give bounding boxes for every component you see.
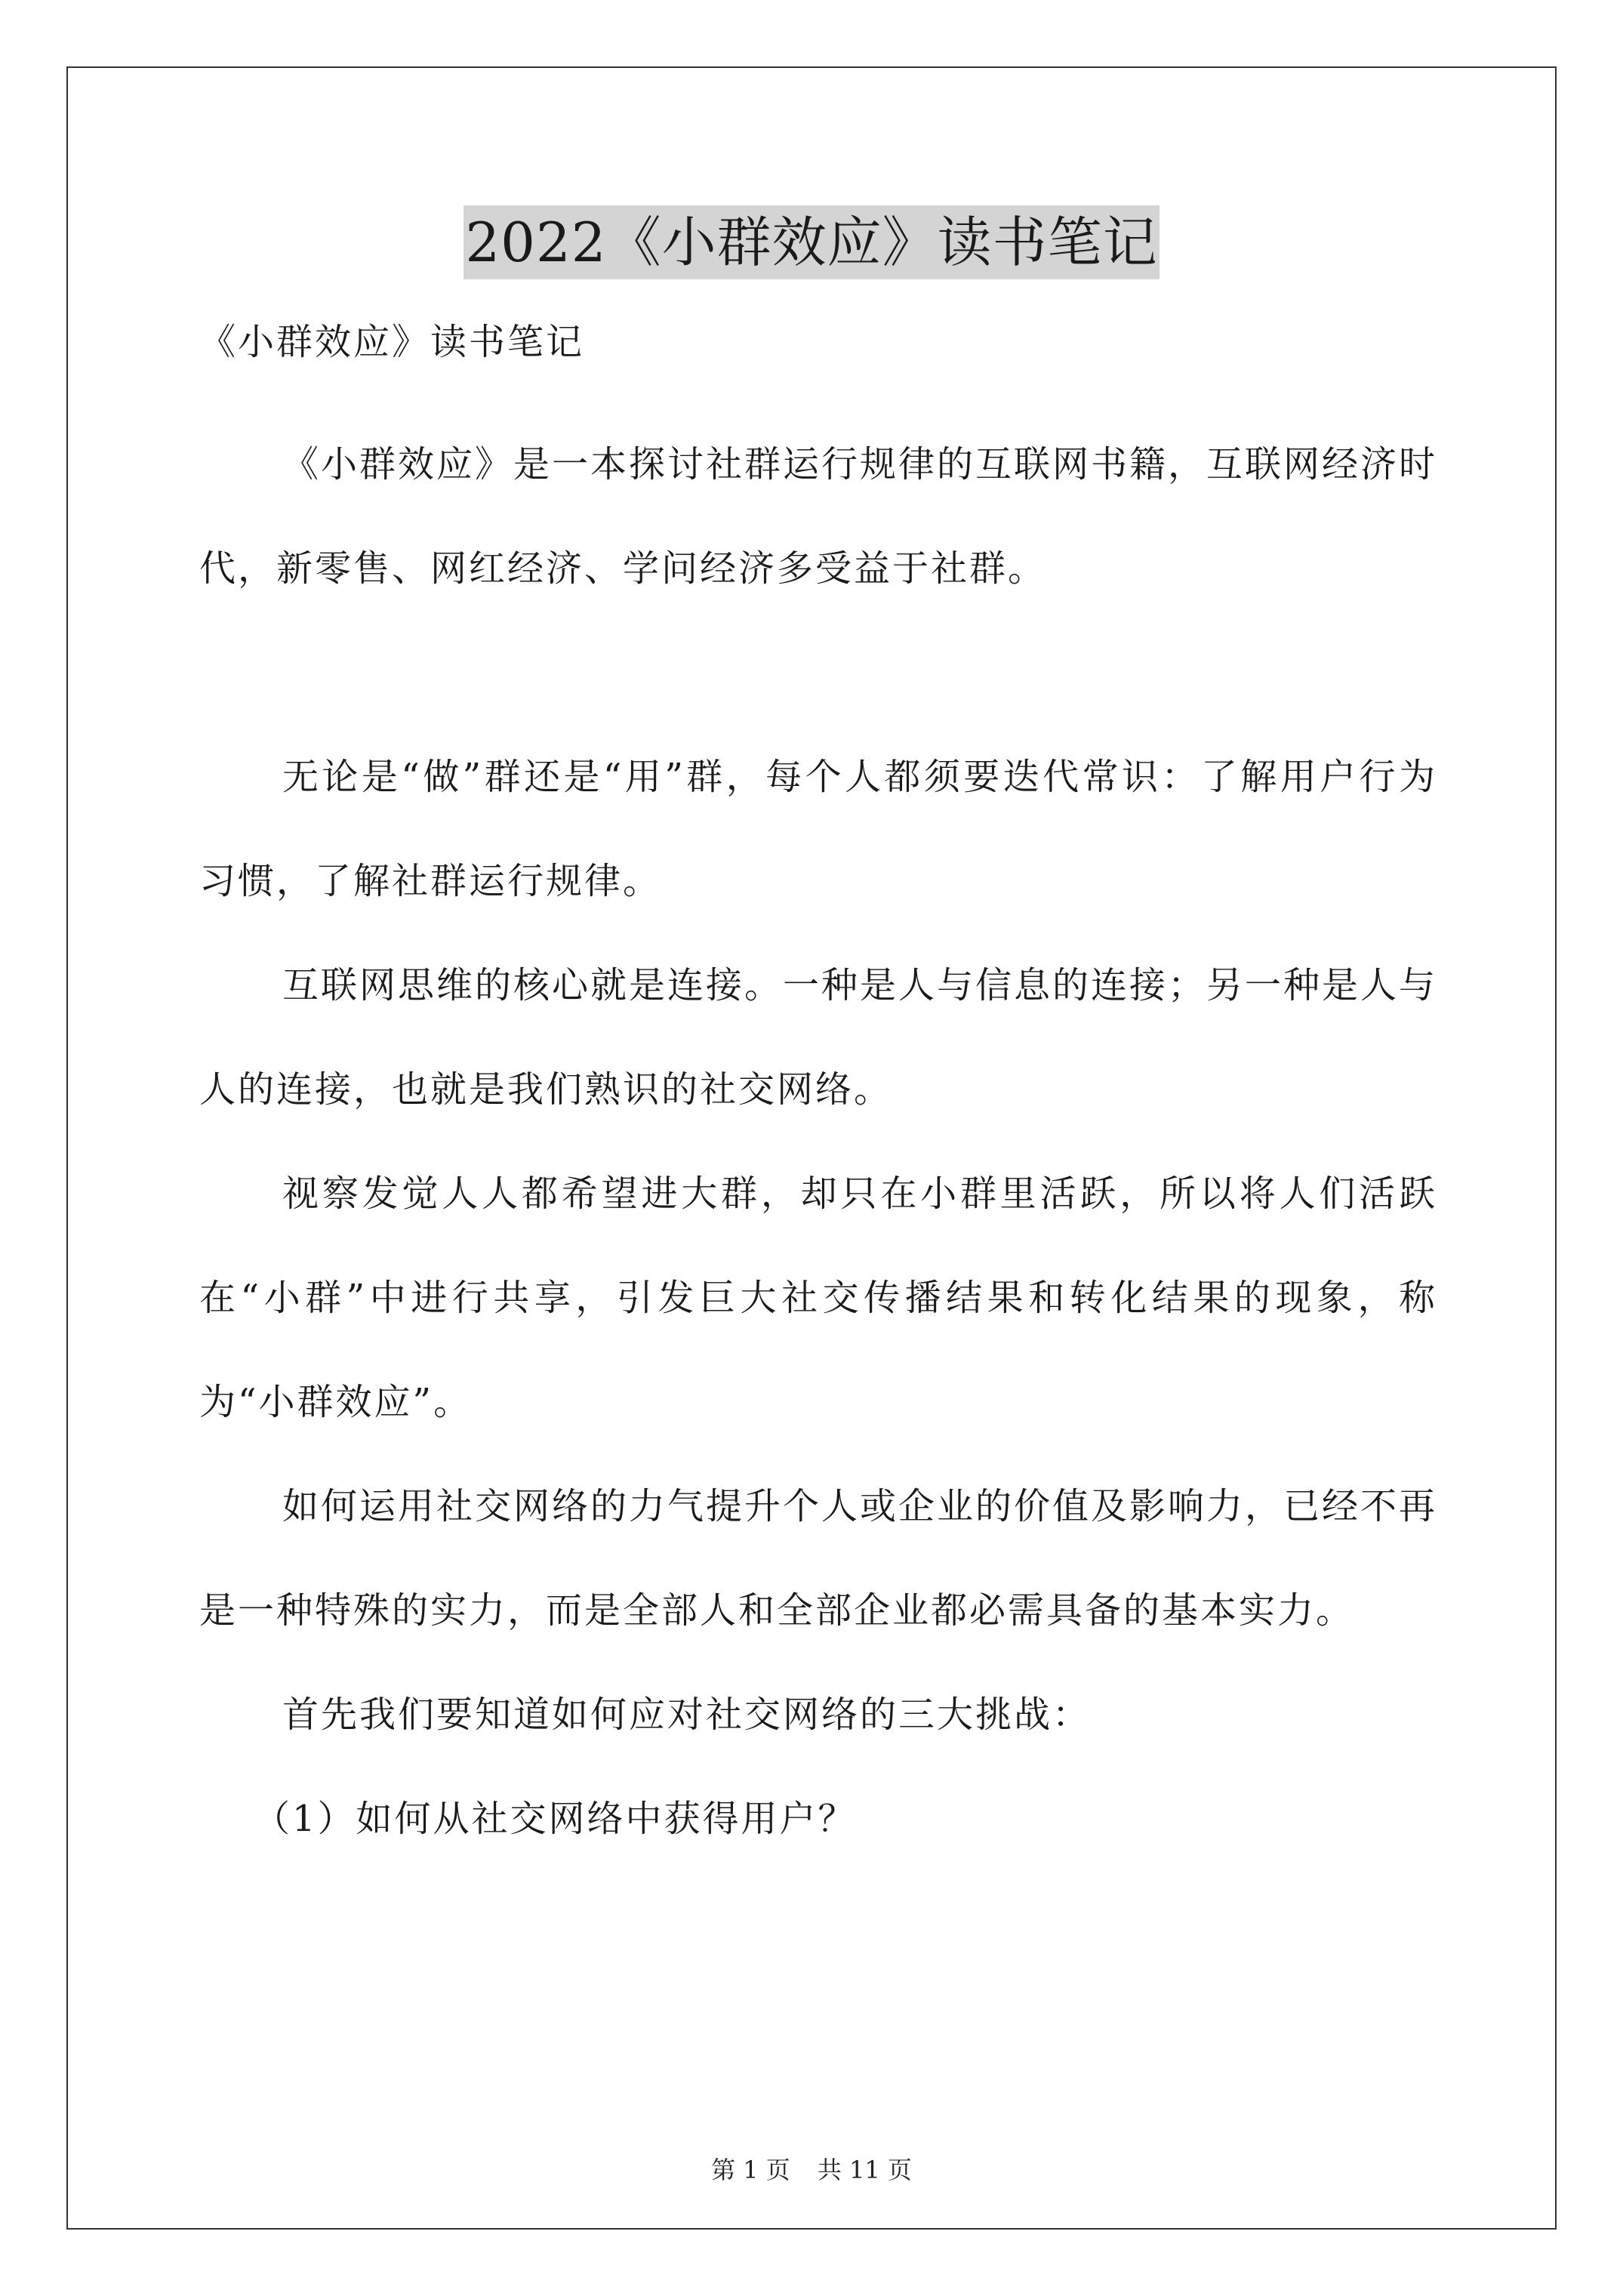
paragraph: 《小群效应》是一本探讨社群运行规律的互联网书籍，互联网经济时代，新零售、网红经济、学问经济多受益于社群。 bbox=[199, 443, 1438, 590]
document-subtitle: 《小群效应》读书笔记 bbox=[199, 321, 585, 363]
paragraph: 互联网思维的核心就是连接。一种是人与信息的连接；另一种是人与人的连接，也就是我们熟识的社交网络。 bbox=[199, 964, 1438, 1111]
paragraph: 首先我们要知道如何应对社交网络的三大挑战： bbox=[282, 1693, 1092, 1736]
paragraph: 视察发觉人人都希望进大群，却只在小群里活跃，所以将人们活跃在“小群”中进行共享，引发巨大社交传播结果和转化结果的现象，称为“小群效应”。 bbox=[199, 1173, 1437, 1423]
document-body bbox=[199, 308, 1437, 1871]
page-footer bbox=[0, 2155, 1623, 2185]
page-total: 共 11 页 bbox=[817, 2156, 912, 2184]
page-number: 第 1 页 bbox=[711, 2156, 790, 2184]
paragraph: 无论是“做”群还是“用”群，每个人都须要迭代常识：了解用户行为习惯，了解社群运行规律。 bbox=[199, 756, 1437, 902]
document-title: 2022《小群效应》读书笔记 bbox=[463, 205, 1159, 279]
paragraph: 如何运用社交网络的力气提升个人或企业的价值及影响力，已经不再是一种特殊的实力，而是全部人和全部企业都必需具备的基本实力。 bbox=[199, 1485, 1438, 1632]
blank-line bbox=[199, 621, 1437, 725]
title-container bbox=[0, 205, 1623, 279]
list-item: （1）如何从社交网络中获得用户？ bbox=[254, 1798, 857, 1840]
